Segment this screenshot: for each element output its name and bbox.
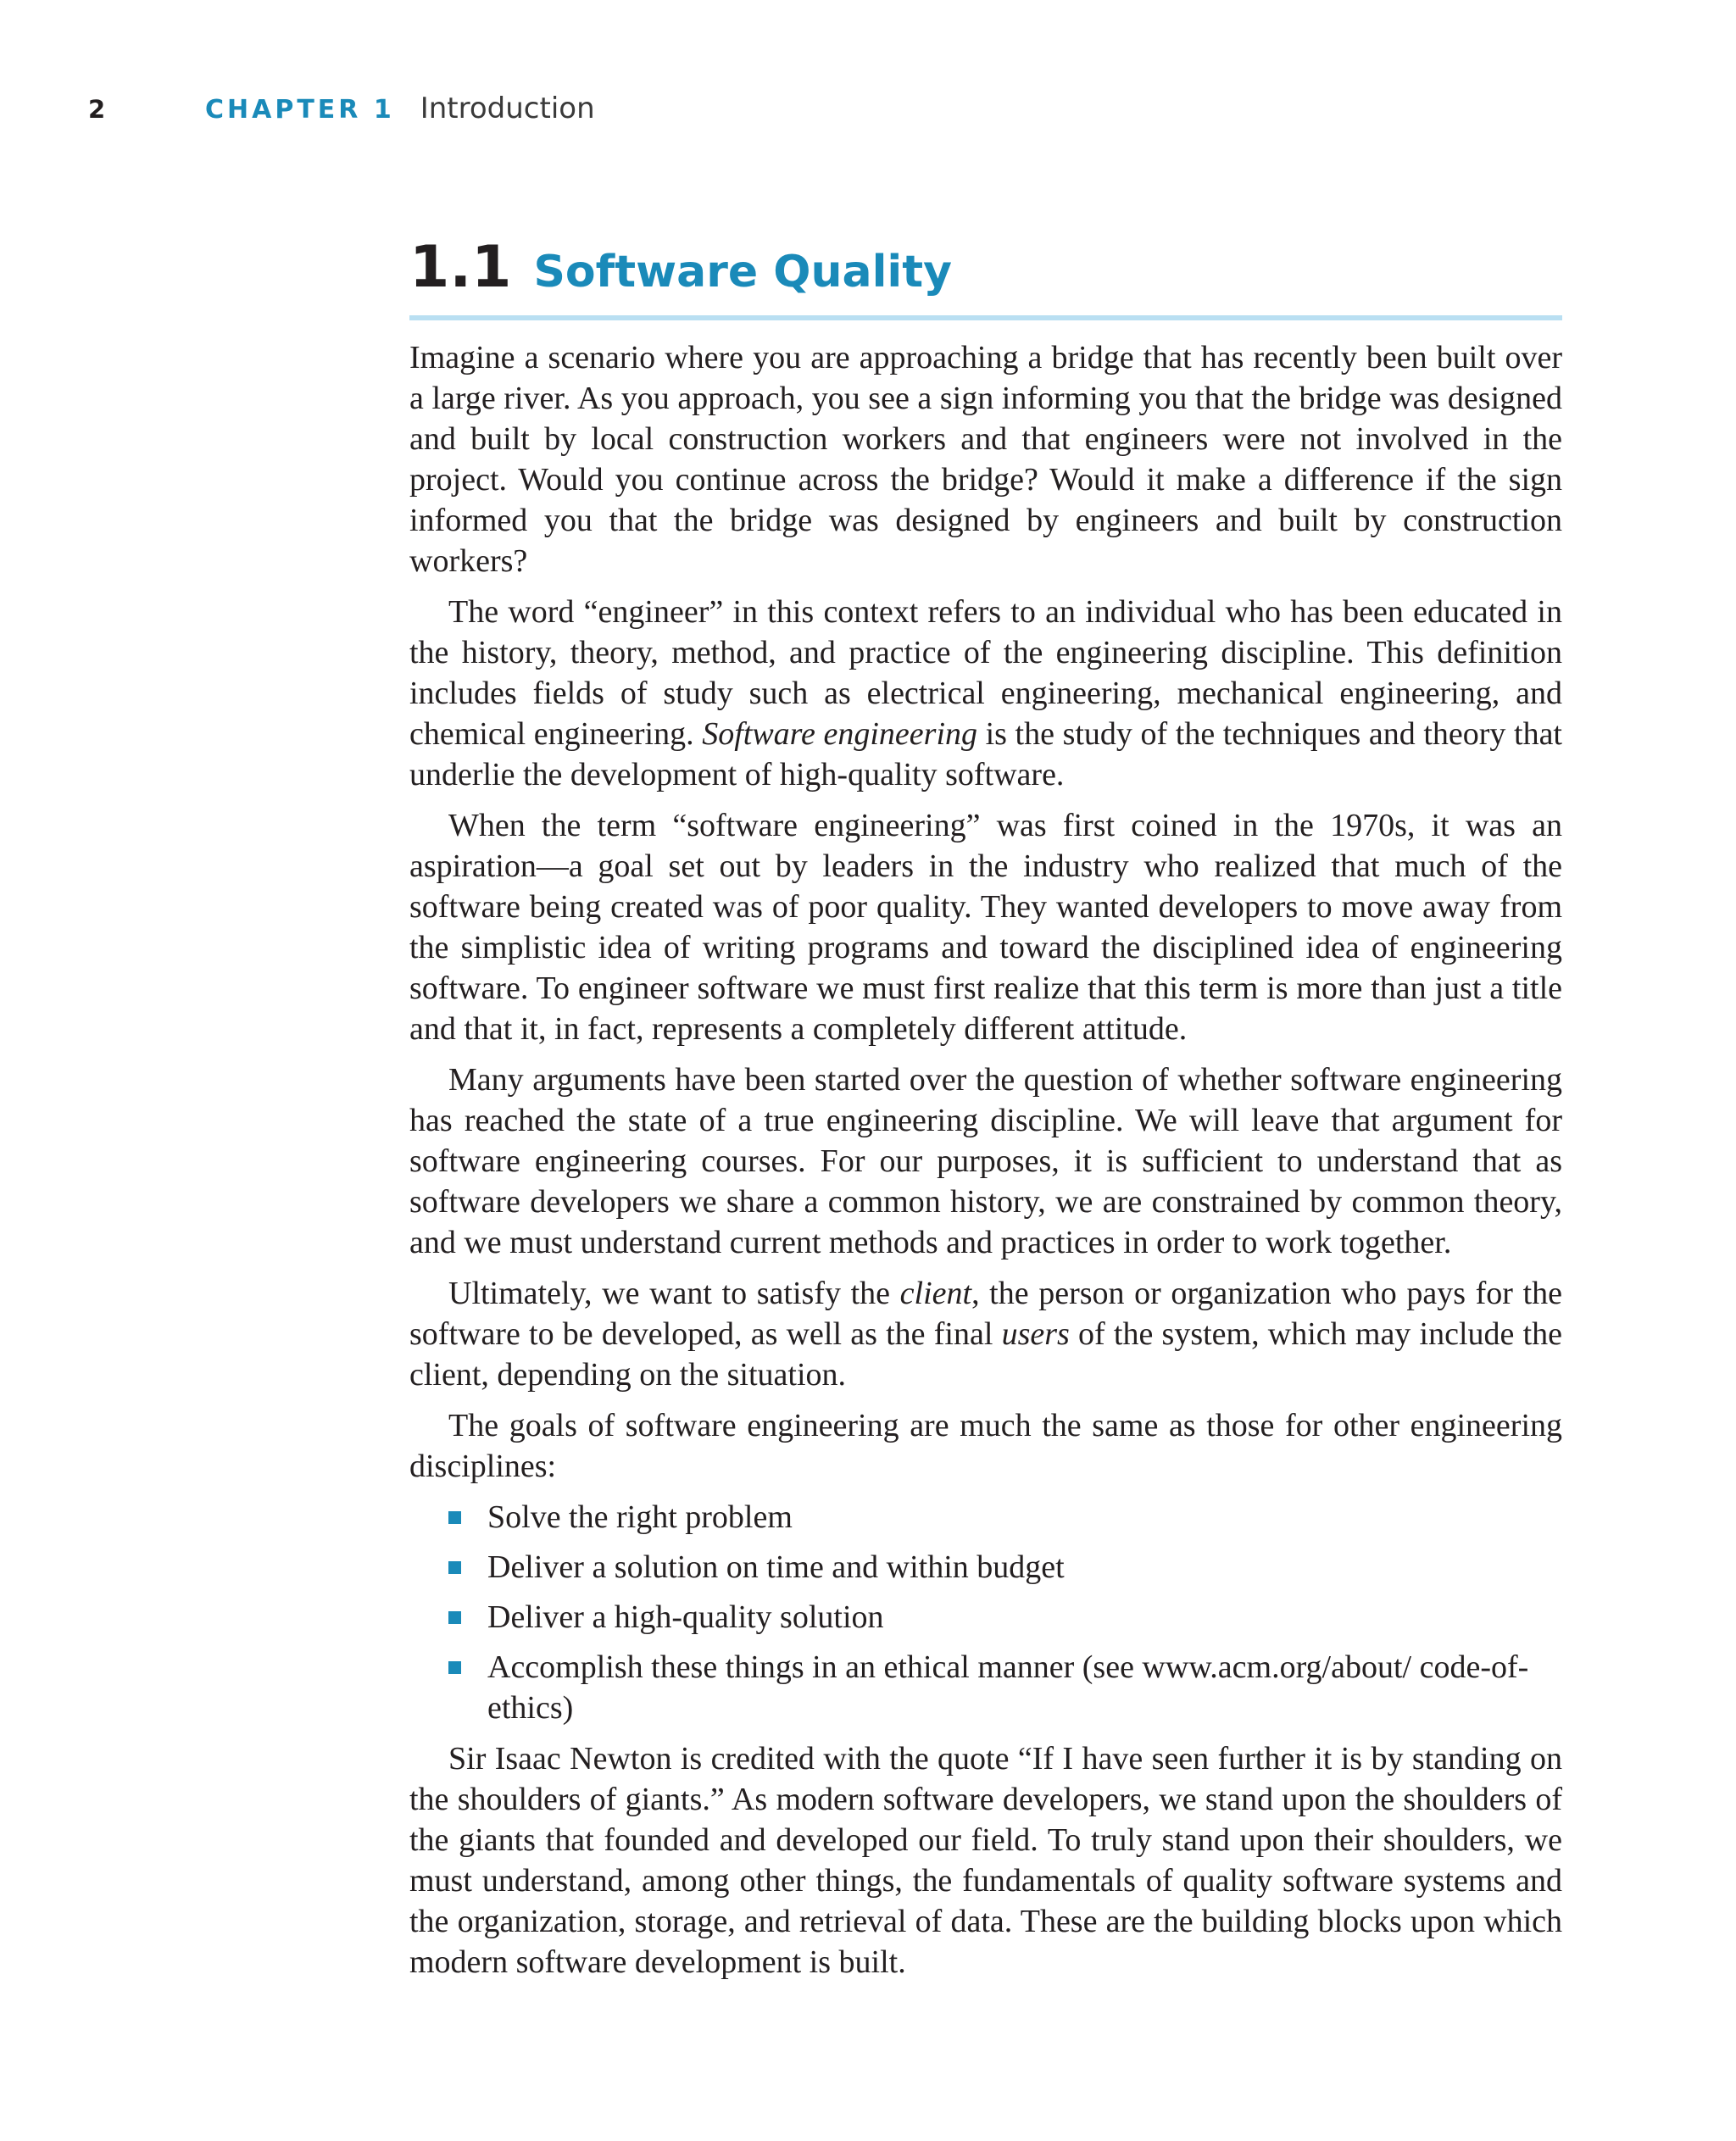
term-software-engineering: Software engineering bbox=[702, 716, 978, 752]
page-number: 2 bbox=[88, 95, 106, 124]
paragraph-bridge-scenario: Imagine a scenario where you are approaching a bridge that has recently been built over a large river. As you approach, you see a sign informing you that the bridge was designed and built by local construction workers and that engineers were not involved in the project. Would you continue across the bridge? Would it make a difference if the sign informed you that the bridge was designed by engineers and built by construction workers? bbox=[409, 340, 1562, 579]
paragraph-text: Ultimately, we want to satisfy the bbox=[448, 1276, 900, 1311]
paragraph-text: , the person or organization who pays for the software to be developed, as well as the final bbox=[409, 1276, 1562, 1352]
square-bullet-icon bbox=[448, 1611, 461, 1624]
term-client: client bbox=[899, 1276, 972, 1311]
list-item-text: Deliver a high-quality solution bbox=[487, 1599, 884, 1635]
paragraph-client-users bbox=[409, 1273, 1562, 1395]
section-number: 1.1 bbox=[409, 234, 512, 301]
paragraph-engineering-discipline: Many arguments have been started over the question of whether software engineering has reached the state of a true engineering discipline. We will leave that argument for software engineering courses. For our purposes, it is sufficient to understand that as software developers we share a common history, we are constrained by common theory, and we must understand current methods and practices in order to work together. bbox=[409, 1062, 1562, 1260]
paragraph-goals-intro: The goals of software engineering are much the same as those for other engineering disciplines: bbox=[409, 1408, 1562, 1484]
paragraph-text: of the system, which may include the client, depending on the situation. bbox=[409, 1316, 1562, 1393]
section-title: Software Quality bbox=[533, 247, 952, 298]
term-users: users bbox=[1001, 1316, 1070, 1352]
paragraph-text: is the study of the techniques and theory that underlie the development of high-quality software. bbox=[409, 716, 1562, 792]
list-item-text: Solve the right problem bbox=[487, 1499, 793, 1535]
paragraph-engineer-definition bbox=[409, 592, 1562, 795]
section-heading bbox=[409, 234, 1562, 301]
section-rule bbox=[409, 315, 1562, 320]
list-item bbox=[487, 1547, 1562, 1588]
square-bullet-icon bbox=[448, 1561, 461, 1574]
goals-list bbox=[409, 1497, 1562, 1728]
list-item bbox=[487, 1597, 1562, 1638]
list-item-text: Accomplish these things in an ethical manner (see www.acm.org/about/ code-of-ethics) bbox=[487, 1649, 1529, 1726]
square-bullet-icon bbox=[448, 1511, 461, 1524]
list-item-text: Deliver a solution on time and within budget bbox=[487, 1549, 1065, 1585]
chapter-title: Introduction bbox=[420, 92, 595, 125]
chapter-label: CHAPTER 1 bbox=[205, 95, 395, 125]
list-item bbox=[487, 1647, 1562, 1728]
square-bullet-icon bbox=[448, 1661, 461, 1674]
paragraph-newton-quote: Sir Isaac Newton is credited with the quote “If I have seen further it is by standing on the shoulders of giants.” As modern software developers, we stand upon the shoulders of the giants that founded and developed our field. To truly stand upon their shoulders, we must understand, among other things, the fundamentals of quality software systems and the organization, storage, and retrieval of data. These are the building blocks upon which modern software development is built. bbox=[409, 1741, 1562, 1980]
paragraph-term-history: When the term “software engineering” was first coined in the 1970s, it was an aspiration—a goal set out by leaders in the industry who realized that much of the software being created was of poor quality. They wanted developers to move away from the simplistic idea of writing programs and toward the disciplined idea of engineering software. To engineer software we must first realize that this term is more than just a title and that it, in fact, represents a completely different attitude. bbox=[409, 808, 1562, 1047]
running-header bbox=[88, 92, 595, 131]
paragraph-text: The word “engineer” in this context refers to an individual who has been educated in the history, theory, method, and practice of the engineering discipline. This definition includes fields of study such as electrical engineering, mechanical engineering, and chemical engineering. bbox=[409, 594, 1562, 752]
list-item bbox=[487, 1497, 1562, 1538]
body-text bbox=[409, 337, 1562, 1993]
